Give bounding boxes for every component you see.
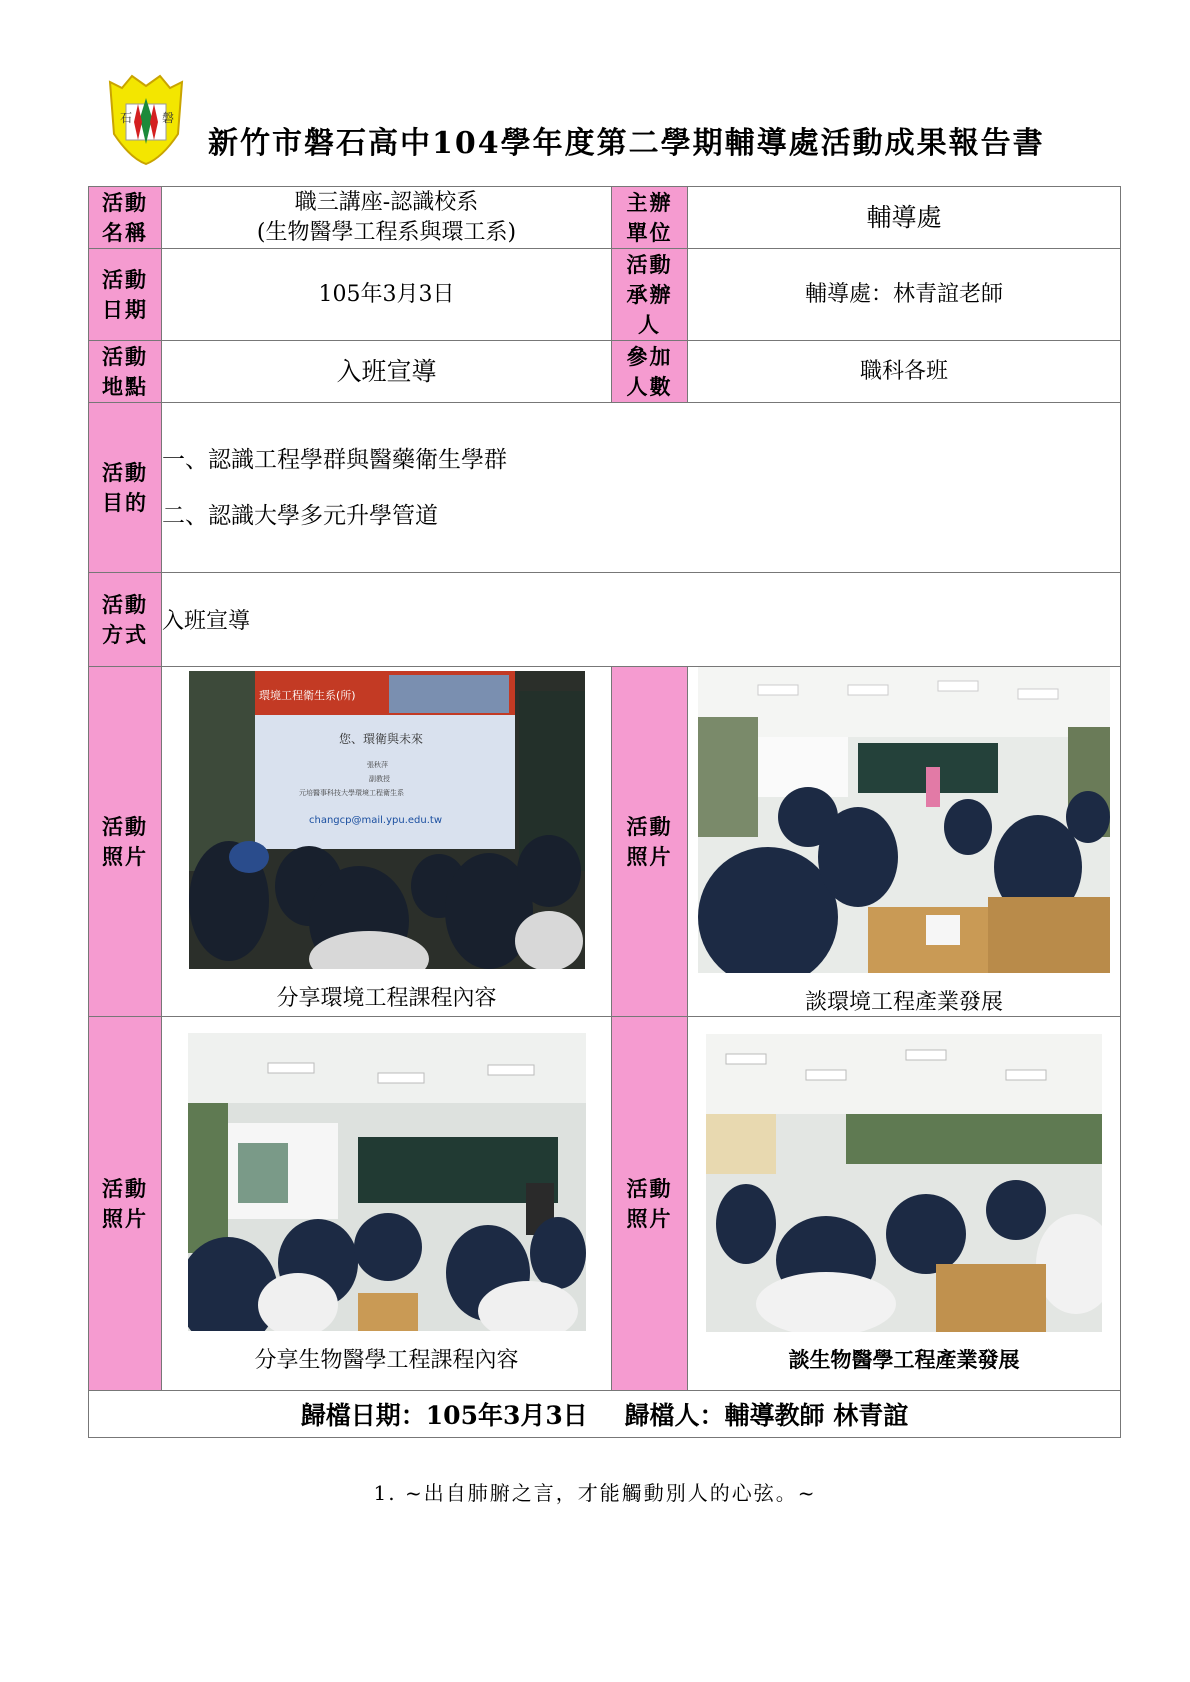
archive-date: 歸檔日期：105年3月3日 [300,1401,588,1430]
slide-title: 環境工程衛生系(所) [258,689,356,702]
photo-classroom-3 [706,1034,1102,1332]
report-table [88,186,1121,1438]
label-activity-date: 活動 日期 [89,249,162,341]
label-photo-4: 活動 照片 [612,1017,688,1391]
label-location: 活動 地點 [89,341,162,403]
photo-cell-4 [688,1017,1121,1391]
organizer-value: 輔導處：林青誼老師 [688,249,1121,341]
slide-heading: 您、環衛與未來 [338,732,423,746]
photo-lecture-slide [189,671,585,969]
photo-classroom-1 [698,667,1110,973]
slide-name: 張秋萍 [366,761,388,769]
school-logo [106,74,186,166]
photo-classroom-2 [188,1033,586,1331]
photo-cell-1 [162,667,612,1017]
method-value: 入班宣導 [162,573,1121,667]
label-purpose: 活動 目的 [89,403,162,573]
photo-caption-1: 分享環境工程課程內容 [276,986,497,1011]
label-organizer: 活動 承辦 人 [612,249,688,341]
activity-name-value: 職三講座-認識校系 (生物醫學工程系與環工系) [162,187,612,249]
archiver: 歸檔人：輔導教師 林青誼 [624,1401,909,1430]
archive-footer [89,1391,1121,1438]
photo-caption-3: 分享生物醫學工程課程內容 [254,1348,519,1373]
logo-text-left: 石 [120,111,133,125]
purpose-item: 一、認識工程學群與醫藥衛生學群 [162,446,507,473]
logo-text-right: 磐 [162,111,175,125]
label-photo-2: 活動 照片 [612,667,688,1017]
activity-date-value: 105年3月3日 [162,249,612,341]
label-activity-name: 活動 名稱 [89,187,162,249]
label-photo-3: 活動 照片 [89,1017,162,1391]
label-host-unit: 主辦 單位 [612,187,688,249]
photo-caption-2: 談環境工程產業發展 [804,990,1003,1015]
photo-caption-4: 談生物醫學工程產業發展 [788,1346,1020,1372]
purpose-item: 二、認識大學多元升學管道 [162,502,438,529]
location-value: 入班宣導 [162,341,612,403]
slide-org: 元培醫事科技大學環境工程衛生系 [298,789,404,797]
purpose-list [162,403,1121,573]
photo-cell-2 [688,667,1121,1017]
participants-value: 職科各班 [688,341,1121,403]
label-method: 活動 方式 [89,573,162,667]
quote-text: 1. ~出自肺腑之言，才能觸動別人的心弦。~ [373,1481,817,1505]
label-participants: 參加 人數 [612,341,688,403]
slide-role: 副教授 [368,775,390,783]
label-photo-1: 活動 照片 [89,667,162,1017]
page-title: 新竹市磐石高中104學年度第二學期輔導處活動成果報告書 [208,126,1045,161]
photo-cell-3 [162,1017,612,1391]
slide-email: changcp@mail.ypu.edu.tw [308,815,442,826]
host-unit-value: 輔導處 [688,187,1121,249]
